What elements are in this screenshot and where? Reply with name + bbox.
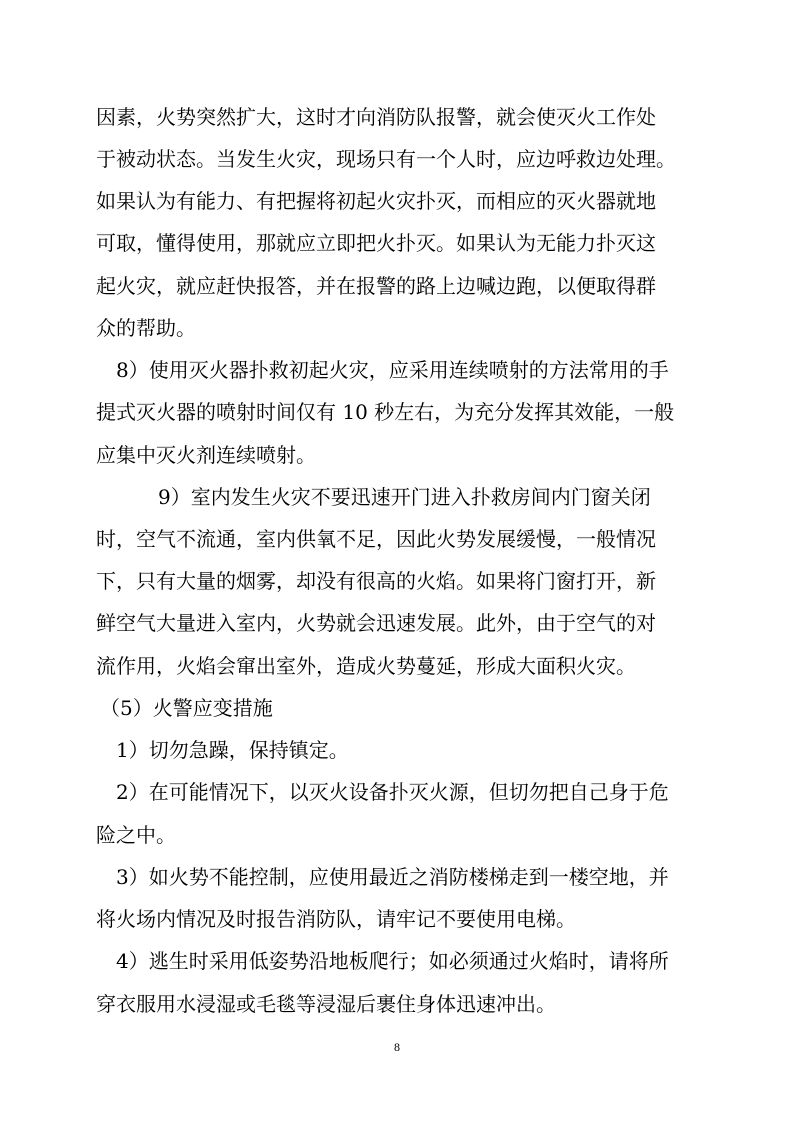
text-line: 提式灭火器的喷射时间仅有 10 秒左右，为充分发挥其效能，一般 — [96, 400, 675, 424]
text-line: 应集中灭火剂连续喷射。 — [96, 443, 316, 467]
text-line: 下，只有大量的烟雾，却没有很高的火焰。如果将门窗打开，新 — [96, 569, 656, 593]
text-line: 4）逃生时采用低姿势沿地板爬行；如必须通过火焰时，请将所 — [116, 949, 669, 973]
text-line: 可取，懂得使用，那就应立即把火扑灭。如果认为无能力扑灭这 — [96, 231, 656, 255]
text-line: 8）使用灭火器扑救初起火灾，应采用连续喷射的方法常用的手 — [116, 358, 669, 382]
text-line: 1）切勿急躁，保持镇定。 — [116, 738, 349, 762]
text-line: 众的帮助。 — [96, 316, 196, 340]
text-line: 流作用，火焰会窜出室外，造成火势蔓延，形成大面积火灾。 — [96, 654, 636, 678]
text-line: 因素，火势突然扩大，这时才向消防队报警，就会使灭火工作处 — [96, 105, 656, 129]
text-line: 起火灾，就应赶快报答，并在报警的路上边喊边跑，以便取得群 — [96, 274, 656, 298]
page-number: 8 — [394, 1040, 400, 1054]
text-line: 穿衣服用水浸湿或毛毯等浸湿后裹住身体迅速冲出。 — [96, 992, 556, 1016]
text-line: 9）室内发生火灾不要迅速开门进入扑救房间内门窗关闭 — [158, 485, 651, 509]
text-line: 3）如火势不能控制，应使用最近之消防楼梯走到一楼空地，并 — [116, 865, 669, 889]
section-heading: （5）火警应变措施 — [100, 696, 273, 720]
text-line: 时，空气不流通，室内供氧不足，因此火势发展缓慢，一般情况 — [96, 527, 656, 551]
text-line: 将火场内情况及时报告消防队，请牢记不要使用电梯。 — [96, 907, 576, 931]
text-line: 于被动状态。当发生火灾，现场只有一个人时，应边呼救边处理。 — [96, 147, 676, 171]
text-line: 2）在可能情况下，以灭火设备扑灭火源，但切勿把自己身于危 — [116, 780, 669, 804]
text-line: 险之中。 — [96, 823, 176, 847]
text-line: 如果认为有能力、有把握将初起火灾扑灭，而相应的灭火器就地 — [96, 189, 656, 213]
text-line: 鲜空气大量进入室内，火势就会迅速发展。此外，由于空气的对 — [96, 611, 656, 635]
